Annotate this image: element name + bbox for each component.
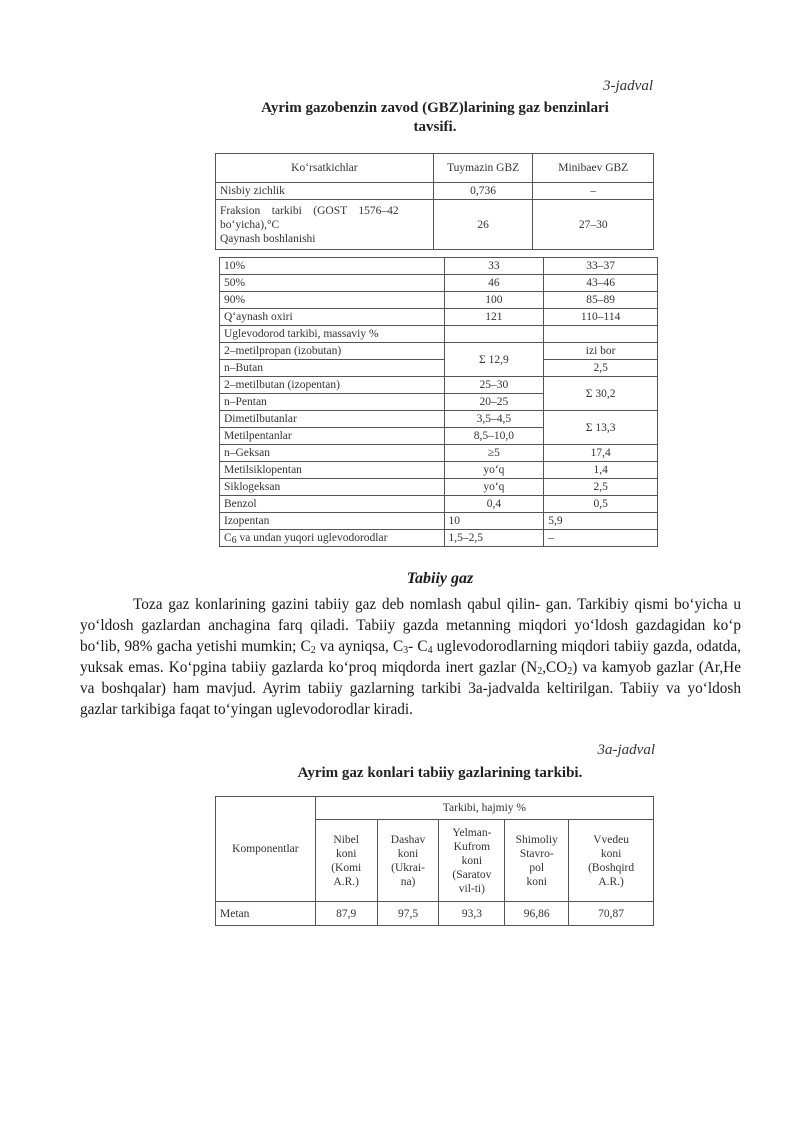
table-row: 2–metilbutan (izopentan) 25–30 Σ 30,2 [220,377,658,394]
table-caption: Ayrim gazobenzin zavod (GBZ)larining gaz benzinlari tavsifi. [261,100,609,135]
table-row: 2–metilpropan (izobutan) Σ 12,9 izi bor [220,343,658,360]
table-row: n–Butan 2,5 [220,360,658,377]
table-row: Uglevodorod tarkibi, massaviy % [220,326,658,343]
header-field: Vvedeu koni (Boshqird A.R.) [569,820,654,902]
section-title: Tabiiy gaz [406,570,474,587]
header-minibaev: Minibaev GBZ [533,154,654,183]
header-field: Shimoliy Stavro- pol koni [505,820,569,902]
table-row: Fraksion tarkibi (GOST 1576–42 bo‘yicha),°C Qaynash boshlanishi 26 27–30 [216,200,654,250]
table-row: Dimetilbutanlar 3,5–4,5 Σ 13,3 [220,411,658,428]
table-row: Metan 87,9 97,5 93,3 96,86 70,87 [216,902,654,926]
gas-benzine-table-top [215,153,654,250]
table-row: $C_6$ va undan yuqori uglevodorodlar 1,5–2,5 – [220,530,658,547]
body-paragraph: Toza gaz konlarining gazini tabiiy gaz deb nomlash qabul qilin- gan. Tarkibiy qismi bo‘yicha u yo‘ldosh gazlardan anchagina farq qiladi. Tabiiy gazda metanning miqdori yo‘ldosh gazdagidan ko‘p bo‘lib, 98% gacha yetishi mumkin; $C_2$ va ayniqsa, $C_3-$ $C_4$ uglevodorodlarning miqdori tabiiy gazda, odatda, yuksak emas. Ko‘pgina tabiiy gazlarda ko‘proq miqdorda inert gazlar $(N_2,CO_2)$ va kamyob gazlar (Ar,He va boshqalar) ham mavjud. Ayrim tabiiy gazlarning tarkibi 3a-jadvalda keltirilgan. Tabiiy va yo‘ldosh gazlar tarkibiga faqat to‘yingan uglevodorodlar kiradi. [80,596,741,718]
table-row: n–Geksan ≥5 17,4 [220,445,658,462]
table-row: Metilpentanlar 8,5–10,0 [220,428,658,445]
table-number-label: 3-jadval [603,78,653,94]
table-caption: Ayrim gaz konlari tabiiy gazlarining tarkibi. [297,765,583,781]
table-row: n–Pentan 20–25 [220,394,658,411]
gas-benzine-table-bottom [219,257,658,547]
header-field: Yelman- Kufrom koni (Saratov vil-ti) [439,820,505,902]
header-indicators: Ko‘rsatkichlar [216,154,434,183]
header-field: Nibel koni (Komi A.R.) [315,820,377,902]
table-row: Nisbiy zichlik 0,736 – [216,183,654,200]
header-tuymazin: Tuymazin GBZ [433,154,533,183]
header-components: Komponentlar [216,797,316,902]
natural-gas-table [215,796,654,926]
table-number-label: 3a-jadval [597,742,655,758]
table-row: 50% 46 43–46 [220,275,658,292]
table-row: Benzol 0,4 0,5 [220,496,658,513]
table-row: 90% 100 85–89 [220,292,658,309]
table-row: 10% 33 33–37 [220,258,658,275]
table-row: Izopentan 10 5,9 [220,513,658,530]
table-row: Metilsiklopentan yo‘q 1,4 [220,462,658,479]
header-field: Dashav koni (Ukrai- na) [377,820,439,902]
table-row: Q‘aynash oxiri 121 110–114 [220,309,658,326]
header-composition: Tarkibi, hajmiy % [315,797,653,820]
table-row: Siklogeksan yo‘q 2,5 [220,479,658,496]
